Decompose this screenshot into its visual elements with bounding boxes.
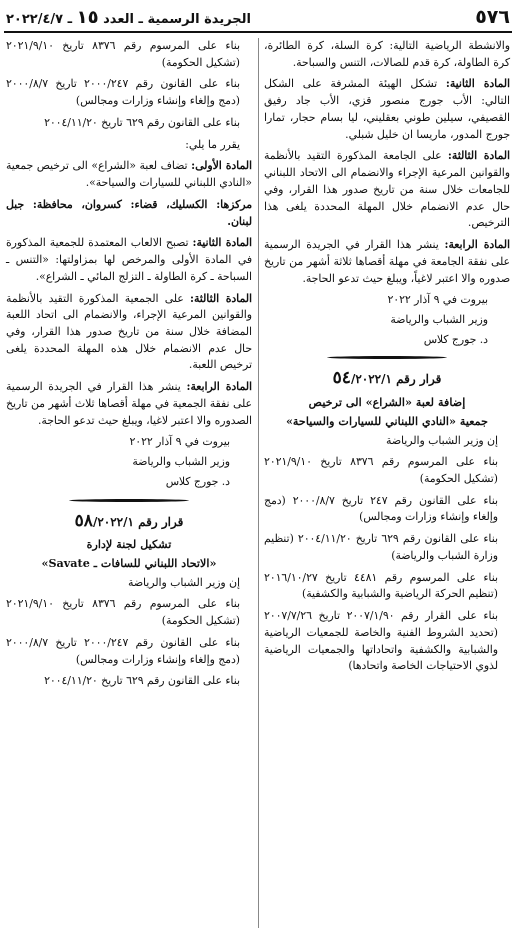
article-label: المادة الثالثة:	[189, 291, 252, 305]
signature-title: وزير الشباب والرياضة	[390, 313, 488, 327]
left-column	[6, 38, 252, 695]
page-number: ٥٧٦	[475, 6, 510, 28]
decision-number: ٥٨	[74, 510, 93, 531]
decides-line: يقرر ما يلي:	[185, 137, 240, 151]
article-3	[6, 291, 252, 375]
article-4	[6, 379, 252, 429]
basis-item: بناء على القانون رقم ٢٠٠٠/٢٤٧ تاريخ ٢٠٠٠/٨/٧ (دمج وإلغاء وإنشاء وزارات ومجالس)	[6, 635, 240, 666]
decision-date: /٢٠٢٢/١	[350, 372, 392, 387]
hq-text: الكسليك، قضاء: كسروان، محافظة: جبل لبنان.	[6, 197, 252, 228]
signature-name: د. جورج كلاس	[423, 332, 488, 346]
article-label: المادة الرابعة:	[444, 238, 511, 252]
decision-title-line2: «الاتحاد اللبناني للسافات ـ Savate»	[41, 556, 217, 571]
article-text: تصبح الالعاب المعتمدة للجمعية المذكورة في المادة الأولى والمرخص لها بمزاولتها: «التنس ـ السباحة ـ كرة الطاولة ـ التزلج المائي ـ الشراع».	[6, 236, 252, 283]
minister-line: إن وزير الشباب والرياضة	[128, 575, 240, 589]
article-label: المادة الرابعة:	[186, 380, 253, 394]
decision-title-line2: جمعية «النادي اللبناني للسيارات والسياحة»	[285, 414, 489, 429]
basis-item: بناء على القانون رقم ٦٢٩ تاريخ ٢٠٠٤/١١/٢٠ (تنظيم وزارة الشباب والرياضة)	[264, 532, 498, 562]
basis-item: بناء على القرار رقم ٢٠٠٧/١/٩٠ تاريخ ٢٠٠٧/٧/٢٦ (تحديد الشروط الفنية والخاصة للجمعيات الرياضية والشبابية والكشفية واتحاداتها والجمعيات الرياضية لذوي الاحتياجات الخاصة واتحادها)	[264, 609, 498, 673]
basis-item: بناء على القانون رقم ٦٢٩ تاريخ ٢٠٠٤/١١/٢٠	[44, 674, 240, 688]
section-divider	[69, 499, 189, 502]
hq-label: مركزها:	[216, 197, 252, 211]
article-3	[264, 148, 510, 232]
issue-date: ـ ٢٠٢٢/٤/٧	[6, 11, 73, 27]
article-2	[6, 235, 252, 285]
decision-heading	[264, 365, 510, 391]
issue-number: ١٥	[76, 6, 99, 28]
headquarters	[6, 197, 252, 230]
article-2	[264, 76, 510, 143]
header-rule	[4, 31, 512, 33]
article-text: ينشر هذا القرار في الجريدة الرسمية على نفقة الجمعية في مهلة أقصاها ثلاث أشهر من تاريخ الصدوره والا اعتبر لاغيا، ويبلغ حيث تدعو الحاجة.	[6, 380, 252, 427]
basis-item: بناء على المرسوم رقم ٤٤٨١ تاريخ ٢٠١٦/١٠/٢٧ (تنظيم الحركة الرياضية والشبابية والكشفية)	[264, 570, 498, 601]
signature-title: وزير الشباب والرياضة	[132, 455, 230, 469]
decision-number: ٥٤	[332, 368, 351, 389]
basis-item: بناء على المرسوم رقم ٨٣٧٦ تاريخ ٢٠٢١/٩/١٠ (تشكيل الحكومة)	[6, 597, 240, 628]
gazette-name: الجريدة الرسمية ـ العدد	[103, 11, 251, 27]
article-label: المادة الثانية:	[445, 77, 510, 91]
decision-title-line1: إضافة لعبة «الشراع» الى ترخيص	[308, 394, 466, 409]
article-text: تضاف لعبة «الشراع» الى ترخيص جمعية «النادي اللبناني للسيارات والسياحة».	[6, 159, 252, 190]
basis-item: بناء على القانون رقم ٢٤٧ تاريخ ٢٠٠٠/٨/٧ (دمج وإلغاء وإنشاء وزارات ومجالس)	[264, 493, 498, 524]
article-4	[264, 237, 510, 287]
basis-item: بناء على القانون رقم ٦٢٩ تاريخ ٢٠٠٤/١١/٢٠	[44, 115, 240, 129]
article-text: على الجمعية المذكورة التقيد بالأنظمة والقوانين المرعية الإجراء، والانضمام الى اتحاد اللعبة المضافة خلال سنة من تاريخ صدور هذا القرار، وفي حال عدم الانضمام خلال هذه المهلة المحددة يلغى ترخيص اللعبة.	[6, 291, 252, 372]
decision-date: /٢٠٢٢/١	[92, 514, 134, 529]
section-divider	[327, 356, 447, 359]
page-header	[6, 4, 510, 30]
signature-name: د. جورج كلاس	[165, 474, 230, 488]
article-text: ينشر هذا القرار في الجريدة الرسمية على نفقة الجامعة في مهلة أقصاها ثلاثة أشهر من تاريخ صدوره والا اعتبر لاغياً، ويبلغ حيث تدعو الحاجة.	[264, 238, 510, 285]
article-text: تشكل الهيئة المشرفة على الشكل التالي: الأب جورج منصور قزي، الأب جاد رفيق القصيفي، سيلين طوني بعقليني، ليا بسام حجار، تمارا جورج المدور، ماريسا ان خليل شبلي.	[264, 77, 510, 141]
decision-title-line1: تشكيل لجنة لإدارة	[86, 536, 172, 551]
decision-label: قرار رقم	[138, 514, 184, 529]
basis-item: بناء على المرسوم رقم ٨٣٧٦ تاريخ ٢٠٢١/٩/١٠ (تشكيل الحكومة)	[264, 455, 498, 486]
signature-date: بيروت في ٩ آذار ٢٠٢٢	[129, 435, 230, 449]
basis-item: بناء على القانون رقم ٢٠٠٠/٢٤٧ تاريخ ٢٠٠٠/٨/٧ (دمج وإلغاء وإنشاء وزارات ومجالس)	[6, 77, 240, 108]
right-column	[264, 38, 510, 680]
gazette-title	[6, 7, 251, 28]
column-separator	[258, 38, 259, 928]
minister-line: إن وزير الشباب والرياضة	[386, 433, 498, 447]
article-text: على الجامعة المذكورة التقيد بالأنظمة والقوانين المرعية الإجراء والانضمام الى الاتحاد اللبناني للجامعات خلال سنة من تاريخ صدور هذا القرار، وفي حال عدم الانضمام خلال المهلة المحددة يلغى هذا الترخيص.	[264, 149, 510, 230]
decision-label: قرار رقم	[396, 372, 442, 387]
article-label: المادة الثالثة:	[447, 149, 510, 163]
article-label: المادة الأولى:	[191, 159, 252, 173]
article-1	[6, 158, 252, 191]
article-label: المادة الثانية:	[192, 236, 252, 250]
paragraph: والانشطة الرياضية التالية: كرة السلة، كرة الطائرة، كرة الطاولة، كرة قدم للصالات، التنس والسباحة.	[264, 39, 510, 69]
signature-date: بيروت في ٩ آذار ٢٠٢٢	[387, 293, 488, 307]
basis-item: بناء على المرسوم رقم ٨٣٧٦ تاريخ ٢٠٢١/٩/١٠ (تشكيل الحكومة)	[6, 39, 240, 69]
decision-heading	[6, 508, 252, 534]
